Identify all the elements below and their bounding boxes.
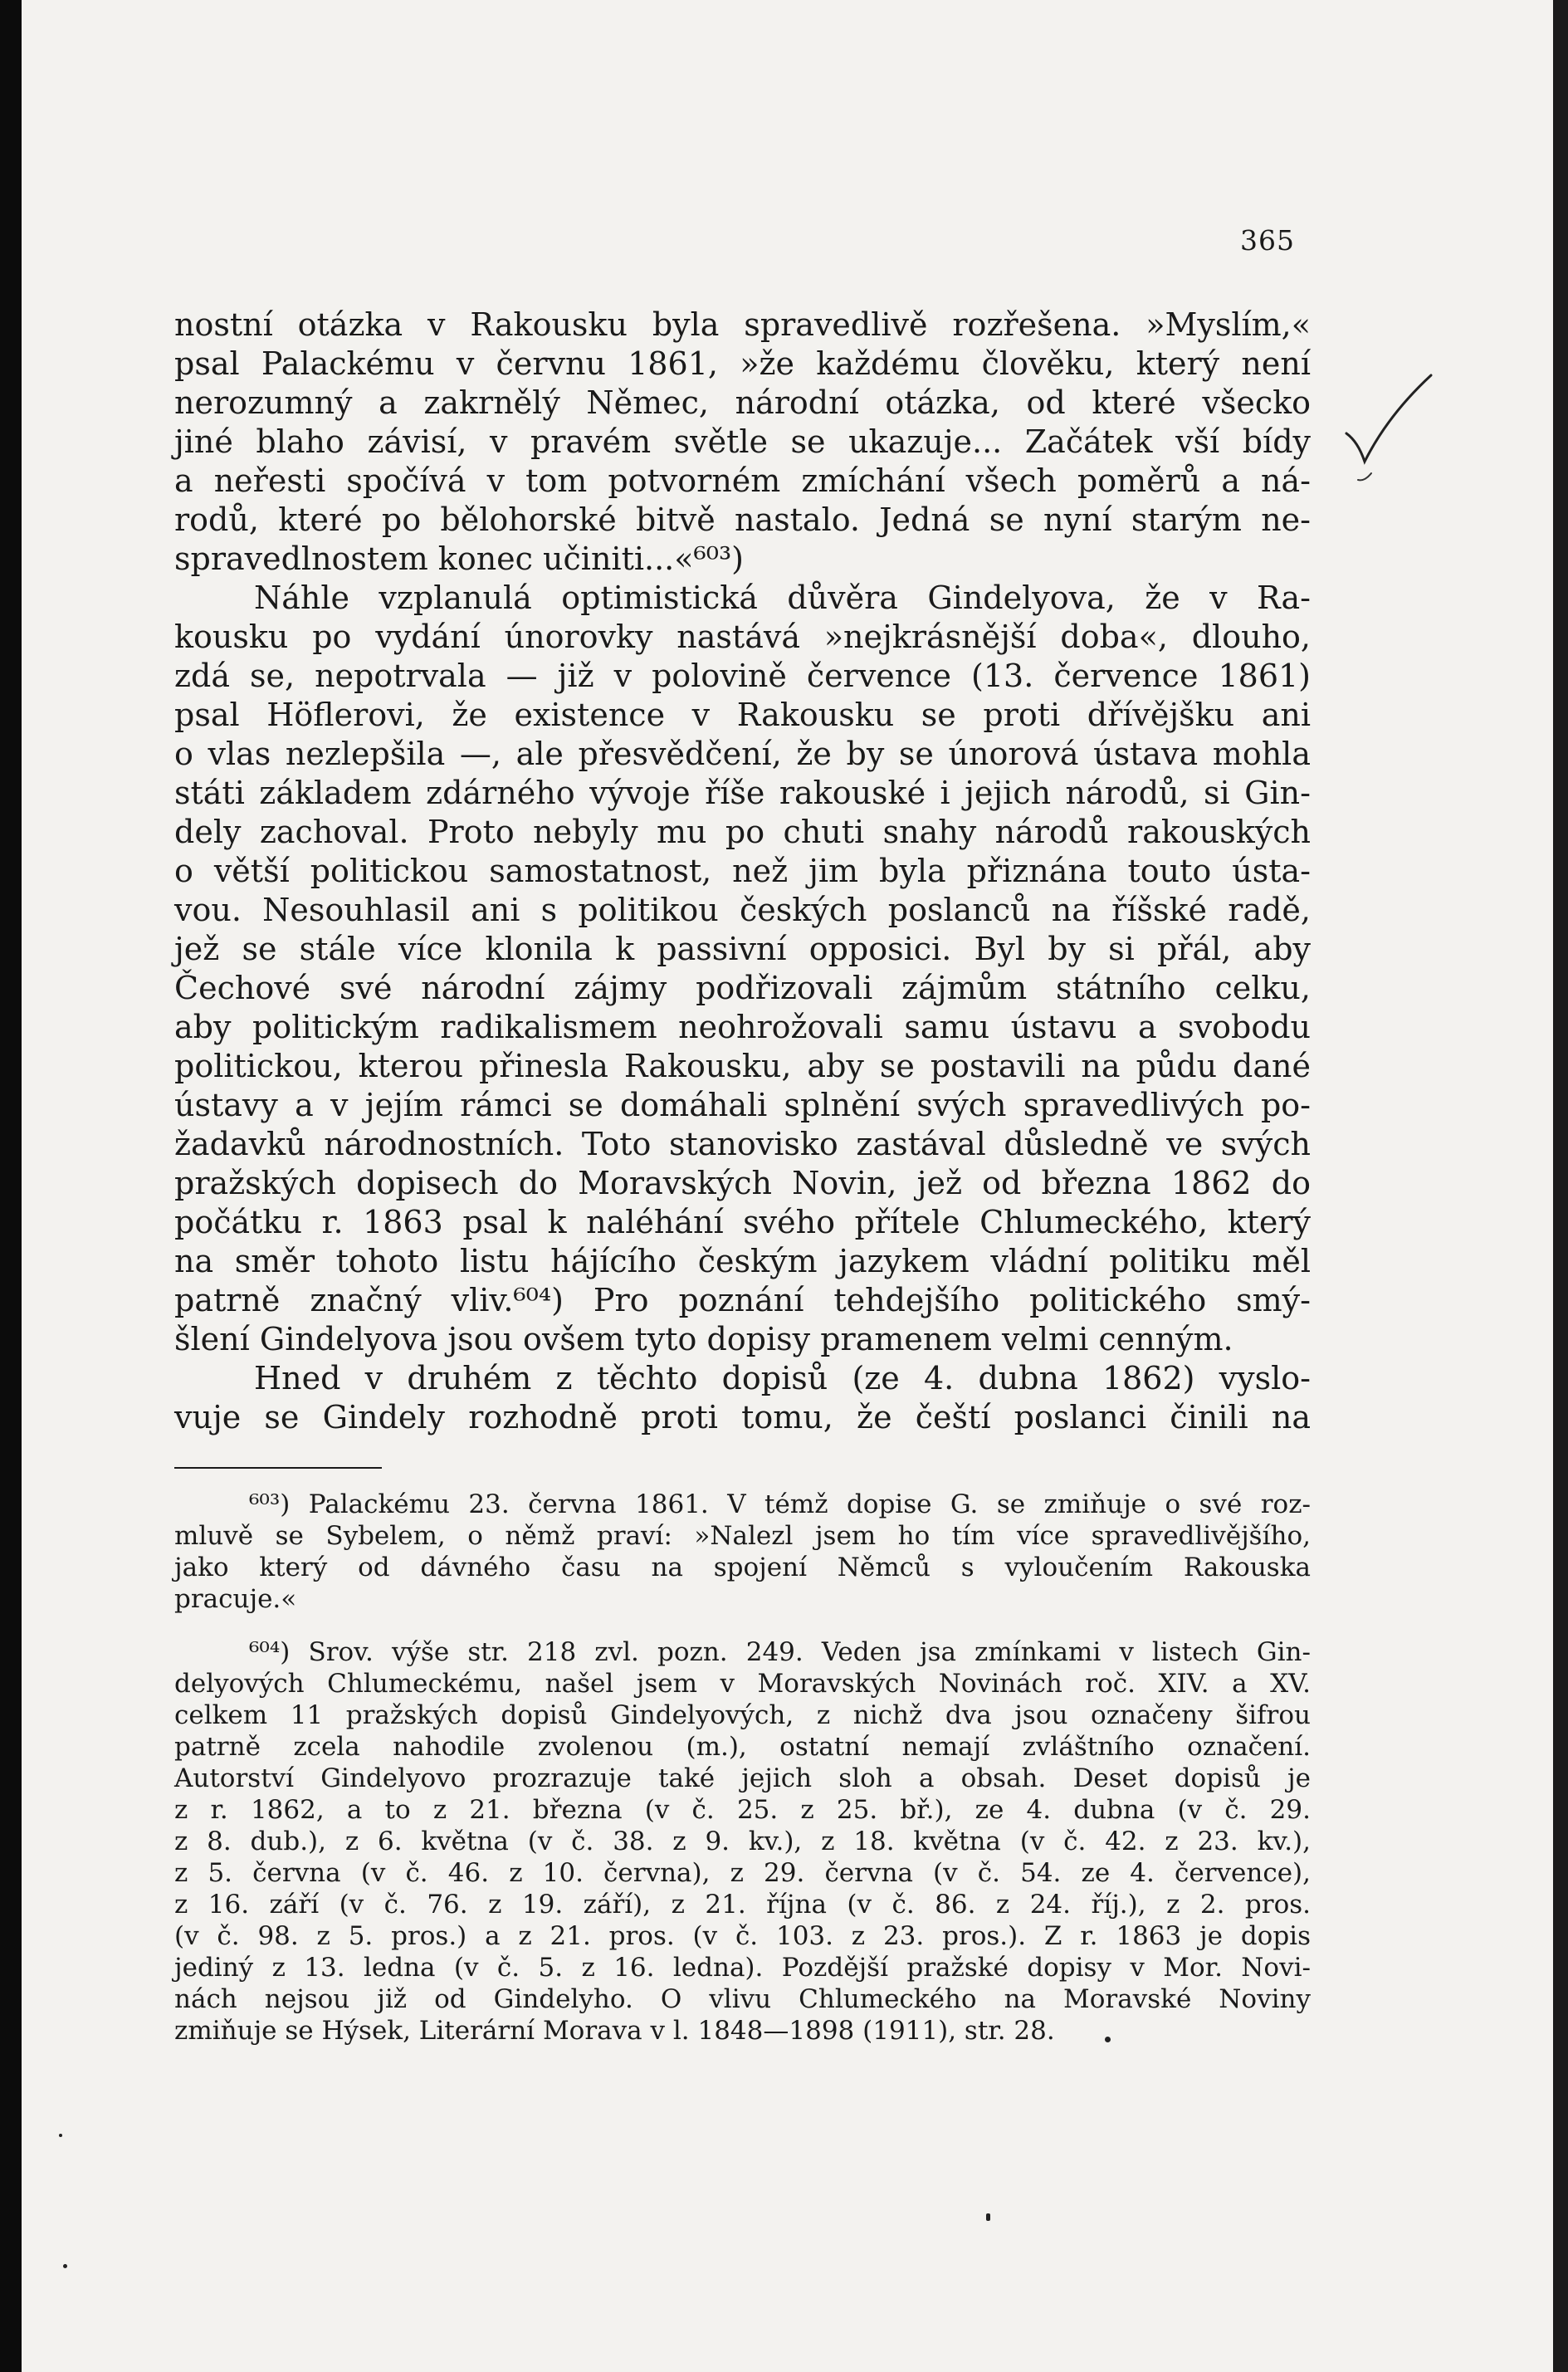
handwritten-check-mark-icon xyxy=(1340,365,1448,490)
text-line: jež se stále více klonila k passivní opposici. Byl by si přál, aby xyxy=(174,931,1311,967)
footnote-line: zmiňuje se Hýsek, Literární Morava v l. 1848—1898 (1911), str. 28. xyxy=(174,2016,1055,2046)
text-line: ústavy a v jejím rámci se domáhali splnění svých spravedlivých po- xyxy=(174,1087,1311,1123)
text-line: vou. Nesouhlasil ani s politikou českých poslanců na říšské radě, xyxy=(174,892,1311,928)
footnote-line: z 16. září (v č. 76. z 19. září), z 21. října (v č. 86. z 24. říj.), z 2. pros. xyxy=(174,1890,1311,1920)
footnote-line: nách nejsou již od Gindelyho. O vlivu Chlumeckého na Moravské Noviny xyxy=(174,1984,1311,2014)
text-line: zdá se, nepotrvala — již v polovině července (13. července 1861) xyxy=(174,658,1311,694)
text-line: Náhle vzplanulá optimistická důvěra Gindelyova, že v Ra- xyxy=(254,580,1311,616)
text-line: patrně značný vliv.⁶⁰⁴) Pro poznání tehdejšího politického smý- xyxy=(174,1282,1311,1318)
text-line: vuje se Gindely rozhodně proti tomu, že čeští poslanci činili na xyxy=(174,1399,1311,1435)
text-line: počátku r. 1863 psal k naléhání svého přítele Chlumeckého, který xyxy=(174,1204,1311,1240)
footnote-603 xyxy=(174,1489,1311,1615)
footnote-separator-rule xyxy=(174,1467,382,1469)
text-line: rodů, které po bělohorské bitvě nastalo. Jedná se nyní starým ne- xyxy=(174,501,1311,538)
page-speck xyxy=(986,2213,990,2221)
page-speck xyxy=(59,2134,62,2137)
footnote-line: ⁶⁰³) Palackému 23. června 1861. V témž dopise G. se zmiňuje o své roz- xyxy=(249,1489,1311,1519)
text-line: nostní otázka v Rakousku byla spravedlivě rozřešena. »Myslím,« xyxy=(174,306,1311,343)
text-line: psal Höflerovi, že existence v Rakousku se proti dřívějšku ani xyxy=(174,697,1311,733)
footnote-line: ⁶⁰⁴) Srov. výše str. 218 zvl. pozn. 249. Veden jsa zmínkami v listech Gin- xyxy=(249,1637,1311,1667)
text-line: jiné blaho závisí, v pravém světle se ukazuje... Začátek vší bídy xyxy=(174,423,1311,460)
page-speck xyxy=(63,2264,67,2268)
text-line: o vlas nezlepšila —, ale přesvědčení, že by se únorová ústava mohla xyxy=(174,736,1311,772)
text-line: o větší politickou samostatnost, než jim byla přiznána touto ústa- xyxy=(174,853,1311,889)
text-line: aby politickým radikalismem neohrožovali samu ústavu a svobodu xyxy=(174,1009,1311,1045)
page-speck xyxy=(1105,2037,1111,2042)
footnote-line: mluvě se Sybelem, o němž praví: »Nalezl jsem ho tím více spravedlivějšího, xyxy=(174,1521,1311,1551)
text-line: psal Palackému v červnu 1861, »že každému člověku, který není xyxy=(174,345,1311,382)
text-line: pražských dopisech do Moravských Novin, jež od března 1862 do xyxy=(174,1165,1311,1201)
footnote-604 xyxy=(174,1636,1311,2047)
footnote-line: pracuje.« xyxy=(174,1584,297,1614)
text-line: nerozumný a zakrnělý Němec, národní otázka, od které všecko xyxy=(174,384,1311,421)
footnote-line: jako který od dávného času na spojení Němců s vyloučením Rakouska xyxy=(174,1553,1311,1582)
footnote-line: Autorství Gindelyovo prozrazuje také jejich sloh a obsah. Deset dopisů je xyxy=(174,1763,1311,1793)
text-line: státi základem zdárného vývoje říše rakouské i jejich národů, si Gin- xyxy=(174,775,1311,811)
footnote-line: patrně zcela nahodile zvolenou (m.), ostatní nemají zvláštního označení. xyxy=(174,1732,1311,1762)
text-line: spravedlnostem konec učiniti...«⁶⁰³) xyxy=(174,540,745,577)
footnote-line: z r. 1862, a to z 21. března (v č. 25. z 25. bř.), ze 4. dubna (v č. 29. xyxy=(174,1795,1311,1825)
page-number: 365 xyxy=(1240,224,1295,257)
text-line: žadavků národnostních. Toto stanovisko zastával důsledně ve svých xyxy=(174,1126,1311,1162)
footnote-line: jediný z 13. ledna (v č. 5. z 16. ledna). Pozdější pražské dopisy v Mor. Novi- xyxy=(174,1953,1311,1983)
text-line: kousku po vydání únorovky nastává »nejkrásnější doba«, dlouho, xyxy=(174,619,1311,655)
text-line: politickou, kterou přinesla Rakousku, aby se postavili na půdu dané xyxy=(174,1048,1311,1084)
text-line: na směr tohoto listu hájícího českým jazykem vládní politiku měl xyxy=(174,1243,1311,1279)
footnote-line: z 5. června (v č. 46. z 10. června), z 29. června (v č. 54. ze 4. července), xyxy=(174,1858,1311,1888)
footnote-line: z 8. dub.), z 6. května (v č. 38. z 9. kv.), z 18. května (v č. 42. z 23. kv.), xyxy=(174,1827,1311,1856)
text-line: dely zachoval. Proto nebyly mu po chuti snahy národů rakouských xyxy=(174,814,1311,850)
text-line: Čechové své národní zájmy podřizovali zájmům státního celku, xyxy=(174,970,1311,1006)
book-page xyxy=(22,0,1553,2372)
text-line: Hned v druhém z těchto dopisů (ze 4. dubna 1862) vyslo- xyxy=(254,1360,1311,1396)
footnote-line: delyových Chlumeckému, našel jsem v Moravských Novinách roč. XIV. a XV. xyxy=(174,1669,1311,1699)
footnote-line: celkem 11 pražských dopisů Gindelyových, z nichž dva jsou označeny šifrou xyxy=(174,1700,1311,1730)
footnote-line: (v č. 98. z 5. pros.) a z 21. pros. (v č. 103. z 23. pros.). Z r. 1863 je dopis xyxy=(174,1921,1311,1951)
footnotes xyxy=(174,1489,1311,2068)
text-line: šlení Gindelyova jsou ovšem tyto dopisy pramenem velmi cenným. xyxy=(174,1321,1233,1357)
main-text-body xyxy=(174,306,1311,1437)
text-line: a neřesti spočívá v tom potvorném zmíchání všech poměrů a ná- xyxy=(174,462,1311,499)
binding-gutter xyxy=(0,0,22,2372)
